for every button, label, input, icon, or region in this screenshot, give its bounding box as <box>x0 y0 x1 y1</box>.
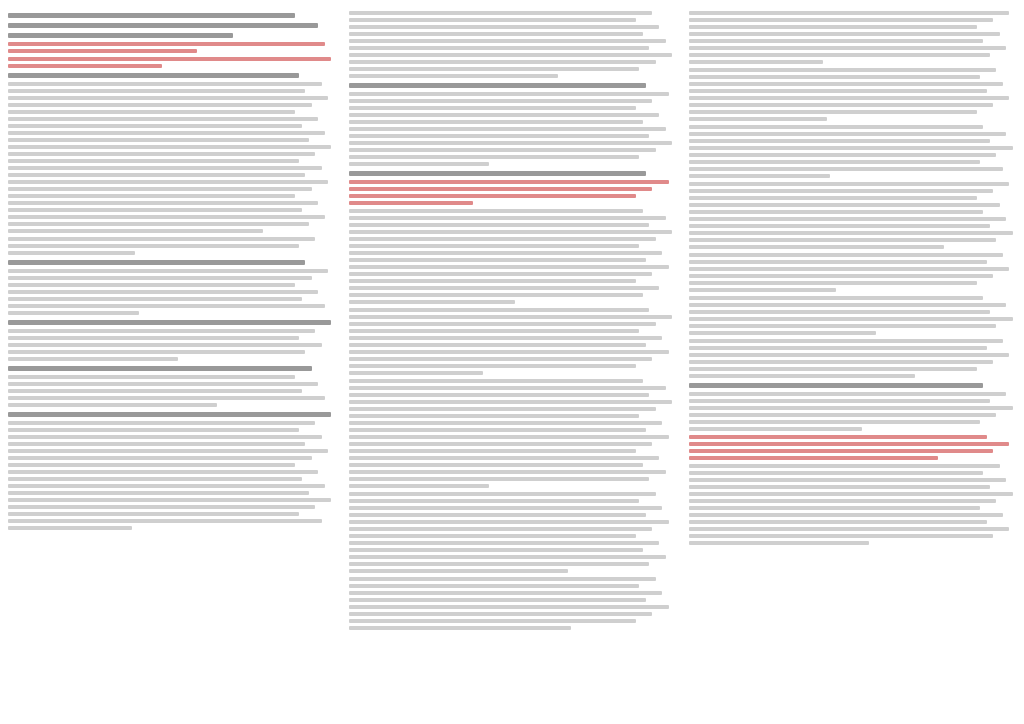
text-line <box>8 456 312 460</box>
section-heading-line <box>8 320 331 325</box>
text-line <box>689 238 996 242</box>
text-block <box>349 209 676 304</box>
text-line <box>689 117 826 121</box>
text-line <box>689 506 980 510</box>
text-line <box>8 442 305 446</box>
text-line <box>8 237 315 241</box>
text-line <box>349 251 663 255</box>
text-line <box>8 343 322 347</box>
text-line <box>689 324 996 328</box>
text-line <box>689 449 993 453</box>
text-line <box>349 60 656 64</box>
text-line <box>349 598 646 602</box>
text-line <box>689 456 937 460</box>
text-line <box>349 308 650 312</box>
text-block <box>8 412 335 417</box>
text-line <box>689 499 996 503</box>
text-line <box>689 203 999 207</box>
text-line <box>349 67 640 71</box>
text-line <box>689 231 1012 235</box>
section-heading-line <box>8 260 305 265</box>
text-line <box>8 484 325 488</box>
section-heading-line <box>8 73 299 78</box>
text-line <box>689 527 1009 531</box>
text-line <box>349 470 666 474</box>
text-line <box>8 449 328 453</box>
text-line <box>349 180 669 184</box>
text-block <box>8 375 335 407</box>
text-block <box>689 182 1016 249</box>
text-block <box>349 11 676 78</box>
text-line <box>689 146 1012 150</box>
text-line <box>689 367 976 371</box>
text-line <box>8 311 139 315</box>
text-line <box>8 463 295 467</box>
text-line <box>349 92 669 96</box>
text-line <box>349 265 669 269</box>
section-heading-line <box>8 412 331 417</box>
text-line <box>8 329 315 333</box>
text-line <box>689 485 990 489</box>
text-line <box>349 407 656 411</box>
text-line <box>8 208 302 212</box>
text-line <box>689 274 993 278</box>
text-line <box>689 317 1012 321</box>
text-block <box>8 73 335 78</box>
text-line <box>689 167 1003 171</box>
text-line <box>689 513 1003 517</box>
text-line <box>349 393 650 397</box>
text-line <box>8 110 295 114</box>
text-line <box>349 279 636 283</box>
text-line <box>689 406 1012 410</box>
text-line <box>349 272 653 276</box>
text-line <box>689 160 980 164</box>
text-line <box>689 399 990 403</box>
text-line <box>349 329 640 333</box>
text-line <box>349 162 489 166</box>
text-line <box>689 260 986 264</box>
section-heading-line <box>8 33 233 38</box>
text-line <box>8 336 299 340</box>
text-block <box>349 379 676 488</box>
text-line <box>349 99 653 103</box>
text-line <box>8 512 299 516</box>
text-line <box>8 350 305 354</box>
text-line <box>8 357 178 361</box>
text-line <box>689 110 976 114</box>
text-line <box>689 53 990 57</box>
text-block <box>349 180 676 205</box>
text-line <box>349 350 669 354</box>
text-line <box>8 304 325 308</box>
text-line <box>8 82 322 86</box>
text-line <box>8 152 315 156</box>
text-block <box>349 308 676 375</box>
text-block <box>349 83 676 88</box>
text-block <box>8 82 335 233</box>
text-line <box>689 427 862 431</box>
text-line <box>8 428 299 432</box>
text-line <box>689 46 1006 50</box>
text-block <box>8 421 335 530</box>
text-line <box>8 194 295 198</box>
text-line <box>8 297 302 301</box>
text-line <box>689 331 875 335</box>
text-block <box>8 13 335 38</box>
text-line <box>349 619 636 623</box>
text-line <box>8 389 302 393</box>
text-line <box>349 244 640 248</box>
text-line <box>349 230 672 234</box>
text-line <box>8 470 318 474</box>
text-line <box>349 364 636 368</box>
text-line <box>349 371 483 375</box>
text-line <box>349 527 653 531</box>
section-heading-line <box>8 23 318 28</box>
text-line <box>689 11 1009 15</box>
text-block <box>349 577 676 630</box>
text-line <box>8 519 322 523</box>
text-line <box>689 360 993 364</box>
text-line <box>8 64 162 68</box>
text-block <box>349 171 676 176</box>
text-block <box>689 68 1016 121</box>
text-line <box>8 421 315 425</box>
text-line <box>689 32 999 36</box>
text-line <box>689 435 986 439</box>
text-line <box>349 216 666 220</box>
text-line <box>8 403 217 407</box>
text-line <box>349 148 656 152</box>
text-line <box>349 463 643 467</box>
text-line <box>689 25 976 29</box>
text-line <box>349 127 666 131</box>
text-line <box>8 290 318 294</box>
text-line <box>349 357 653 361</box>
text-line <box>689 520 986 524</box>
text-block <box>8 329 335 361</box>
text-line <box>689 196 976 200</box>
text-block <box>689 392 1016 431</box>
text-block <box>689 125 1016 178</box>
text-line <box>689 75 980 79</box>
section-heading-line <box>689 383 983 388</box>
text-line <box>8 382 318 386</box>
text-line <box>349 11 653 15</box>
text-line <box>349 106 636 110</box>
text-line <box>689 132 1006 136</box>
text-line <box>8 187 312 191</box>
text-line <box>8 103 312 107</box>
text-line <box>349 562 650 566</box>
text-line <box>349 32 643 36</box>
text-line <box>349 626 571 630</box>
text-line <box>349 194 636 198</box>
text-line <box>8 477 302 481</box>
text-line <box>8 498 331 502</box>
text-line <box>689 303 1006 307</box>
text-line <box>689 296 983 300</box>
text-line <box>8 159 299 163</box>
text-line <box>349 506 663 510</box>
text-line <box>8 375 295 379</box>
text-line <box>8 222 309 226</box>
text-line <box>349 286 659 290</box>
text-line <box>8 269 328 273</box>
text-line <box>689 353 1009 357</box>
text-line <box>349 18 636 22</box>
text-line <box>349 379 643 383</box>
text-line <box>689 534 993 538</box>
text-line <box>8 229 263 233</box>
text-line <box>689 464 999 468</box>
text-block <box>689 11 1016 64</box>
text-line <box>8 201 318 205</box>
text-line <box>689 541 869 545</box>
text-line <box>689 125 983 129</box>
section-heading-line <box>349 83 646 88</box>
text-line <box>349 293 643 297</box>
text-line <box>689 153 996 157</box>
text-line <box>349 577 656 581</box>
text-block <box>8 366 335 371</box>
text-block <box>689 253 1016 292</box>
text-line <box>349 513 646 517</box>
text-line <box>689 68 996 72</box>
text-line <box>349 53 672 57</box>
text-line <box>8 244 299 248</box>
text-line <box>689 174 829 178</box>
text-line <box>689 39 983 43</box>
text-line <box>349 300 516 304</box>
text-line <box>8 42 325 46</box>
text-block <box>8 320 335 325</box>
text-line <box>8 276 312 280</box>
text-line <box>349 499 640 503</box>
text-line <box>689 210 983 214</box>
text-line <box>349 343 646 347</box>
text-line <box>689 253 1003 257</box>
text-line <box>689 281 976 285</box>
text-line <box>689 310 990 314</box>
text-block <box>349 492 676 573</box>
text-line <box>689 288 836 292</box>
text-block <box>8 57 335 68</box>
text-line <box>349 477 650 481</box>
text-line <box>349 520 669 524</box>
text-line <box>349 315 672 319</box>
text-line <box>689 224 990 228</box>
text-line <box>689 267 1009 271</box>
text-block <box>689 435 1016 460</box>
text-line <box>349 120 643 124</box>
text-line <box>689 139 990 143</box>
text-line <box>349 25 659 29</box>
text-line <box>8 435 322 439</box>
text-line <box>8 180 328 184</box>
text-line <box>349 534 636 538</box>
text-line <box>689 96 1009 100</box>
text-line <box>689 60 823 64</box>
text-block <box>689 339 1016 378</box>
text-line <box>349 584 640 588</box>
text-line <box>8 124 302 128</box>
text-block <box>689 296 1016 335</box>
text-line <box>349 449 636 453</box>
text-line <box>349 39 666 43</box>
text-line <box>689 245 944 249</box>
text-line <box>689 420 980 424</box>
text-line <box>8 505 315 509</box>
text-line <box>349 336 663 340</box>
text-line <box>349 187 653 191</box>
text-line <box>349 322 656 326</box>
text-line <box>689 89 986 93</box>
text-line <box>689 392 1006 396</box>
text-line <box>349 569 568 573</box>
text-line <box>8 215 325 219</box>
text-line <box>349 386 666 390</box>
text-block <box>8 260 335 265</box>
text-line <box>349 541 659 545</box>
text-line <box>349 456 659 460</box>
text-line <box>8 57 331 61</box>
text-column-left <box>8 8 335 716</box>
section-heading-line <box>349 171 646 176</box>
text-block <box>8 237 335 255</box>
text-line <box>689 103 993 107</box>
text-line <box>349 591 663 595</box>
text-line <box>689 18 993 22</box>
text-line <box>8 131 325 135</box>
text-line <box>349 258 646 262</box>
text-line <box>8 173 305 177</box>
text-line <box>689 413 996 417</box>
text-line <box>8 89 305 93</box>
text-block <box>689 464 1016 545</box>
text-block <box>349 92 676 166</box>
text-line <box>689 442 1009 446</box>
text-line <box>349 492 656 496</box>
text-line <box>349 237 656 241</box>
text-line <box>8 491 309 495</box>
text-line <box>349 612 653 616</box>
text-line <box>349 421 663 425</box>
text-line <box>349 435 669 439</box>
text-line <box>349 46 650 50</box>
text-line <box>349 414 640 418</box>
text-line <box>349 155 640 159</box>
text-line <box>689 492 1012 496</box>
text-line <box>8 138 309 142</box>
text-column-middle <box>349 8 676 716</box>
text-line <box>8 96 328 100</box>
text-line <box>8 117 318 121</box>
text-line <box>689 189 993 193</box>
text-column-right <box>689 8 1016 716</box>
text-line <box>349 134 650 138</box>
text-line <box>349 605 669 609</box>
text-line <box>349 442 653 446</box>
text-line <box>349 141 672 145</box>
text-block <box>8 269 335 315</box>
text-line <box>349 400 672 404</box>
text-line <box>689 478 1006 482</box>
text-line <box>349 223 650 227</box>
text-line <box>8 283 295 287</box>
text-line <box>8 251 135 255</box>
text-line <box>689 471 983 475</box>
section-heading-line <box>8 366 312 371</box>
text-line <box>689 339 1003 343</box>
section-heading-line <box>8 13 295 18</box>
text-line <box>349 555 666 559</box>
text-line <box>349 209 643 213</box>
text-line <box>349 484 489 488</box>
text-line <box>8 145 331 149</box>
text-line <box>8 49 197 53</box>
text-line <box>349 74 558 78</box>
text-line <box>689 346 986 350</box>
text-block <box>689 383 1016 388</box>
text-line <box>689 82 1003 86</box>
text-line <box>349 428 646 432</box>
text-block <box>8 42 335 53</box>
text-line <box>8 526 132 530</box>
text-line <box>8 166 322 170</box>
text-line <box>349 113 659 117</box>
text-line <box>689 182 1009 186</box>
text-line <box>349 201 473 205</box>
text-line <box>8 396 325 400</box>
text-line <box>349 548 643 552</box>
text-line <box>689 217 1006 221</box>
text-line <box>689 374 914 378</box>
